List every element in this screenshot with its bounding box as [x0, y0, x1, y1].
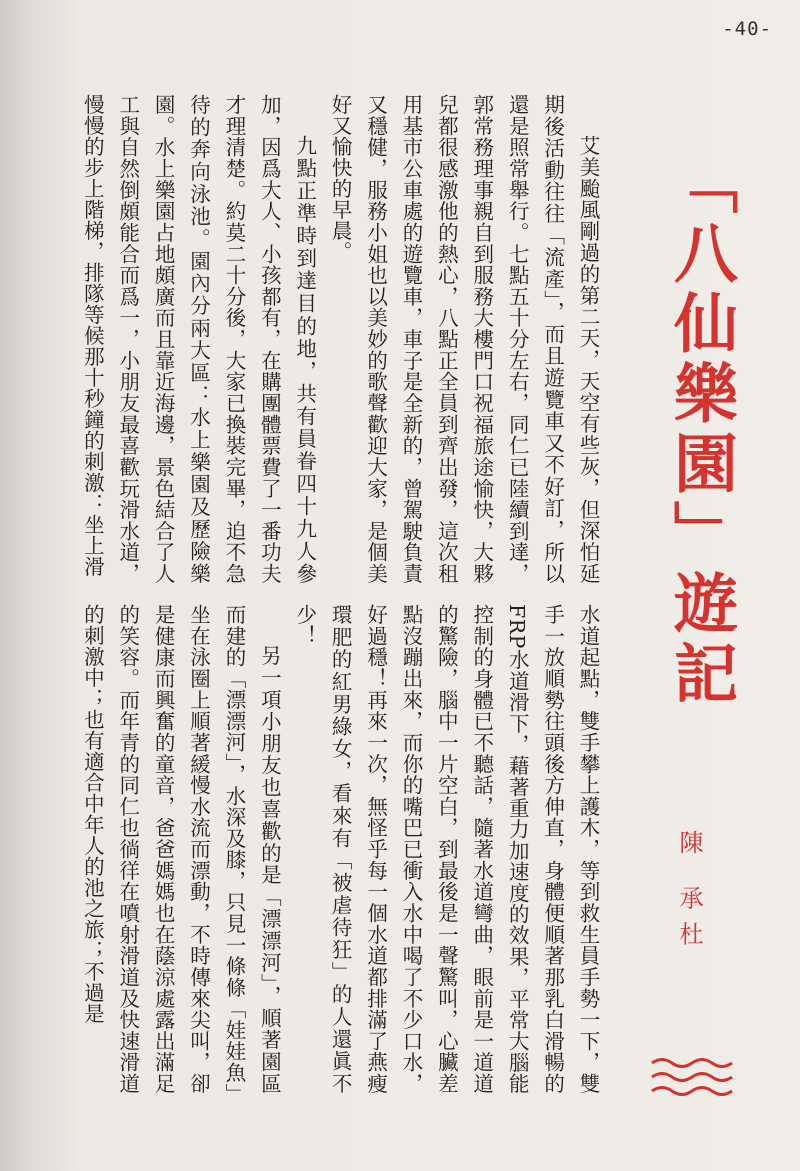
article-body-bottom: [15, 604, 605, 1094]
author-name: 陳 承杜: [675, 830, 703, 958]
paragraph: 另一項小朋友也喜歡的是「漂漂河」，順著園區而建的「漂漂河」，水深及膝，只見一條條「娃娃魚」坐在泳圈上順著緩慢水流而漂動，不時傳來尖叫，卻是健康而興奮的童音，爸爸媽媽也在蔭涼處露出滿足的笑容。而年青的同仁也徜徉在噴射滑道及快速滑道的刺激中；也有適合中年人的池之旅；不過是: [80, 604, 282, 1094]
page-number: -40-: [722, 18, 772, 40]
article-body-top: [15, 94, 605, 584]
paragraph: 水道起點，雙手攀上護木，等到救生員手勢一下，雙手一放順勢往頭後方伸直，身體便順著那乳白滑暢的FRP水道滑下，藉著重力加速度的效果，平常大腦能控制的身體已不聽話，隨著水道彎曲，眼前是一道道的驚險，腦中一片空白，到最後是一聲驚叫，心臟差點沒蹦出來，而你的嘴巴已衝入水中喝了不少口水，好過穩！再來一次，無怪乎每一個水道都排滿了燕瘦環肥的紅男綠女，看來有「被虐待狂」的人還眞不少！: [292, 604, 600, 1094]
paragraph: 艾美颱風剛過的第二天，天空有些灰，但深怕延期後活動往往「流產」，而且遊覽車又不好訂，所以還是照常舉行。七點五十分左右，同仁已陸續到達，郭常務理事親自到服務大樓門口祝福旅途愉快，大夥兒都很感激他的熱心，八點正全員到齊出發，這次租用基市公車處的遊覽車，車子是全新的，曾駕駛負責又穩健，服務小姐也以美妙的歌聲歡迎大家，是個美好又愉快的早晨。: [328, 94, 600, 584]
wave-icon: [650, 1055, 736, 1099]
paragraph: 九點正準時到達目的地，共有員眷四十九人參加，因爲大人、小孩都有，在購團體票費了一番功夫才理清楚。約莫二十分後，大家已換裝完畢，迫不急待的奔向泳池。園內分兩大區：水上樂園及歷險樂園。水上樂園占地頗廣而且靠近海邊，景色結合了人工與自然倒頗能合而爲一，小朋友最喜歡玩滑水道，慢慢的步上階梯，排隊等候那十秒鐘的刺激：坐上滑: [80, 94, 317, 584]
article-title: 「八仙樂園」遊記: [663, 150, 737, 710]
